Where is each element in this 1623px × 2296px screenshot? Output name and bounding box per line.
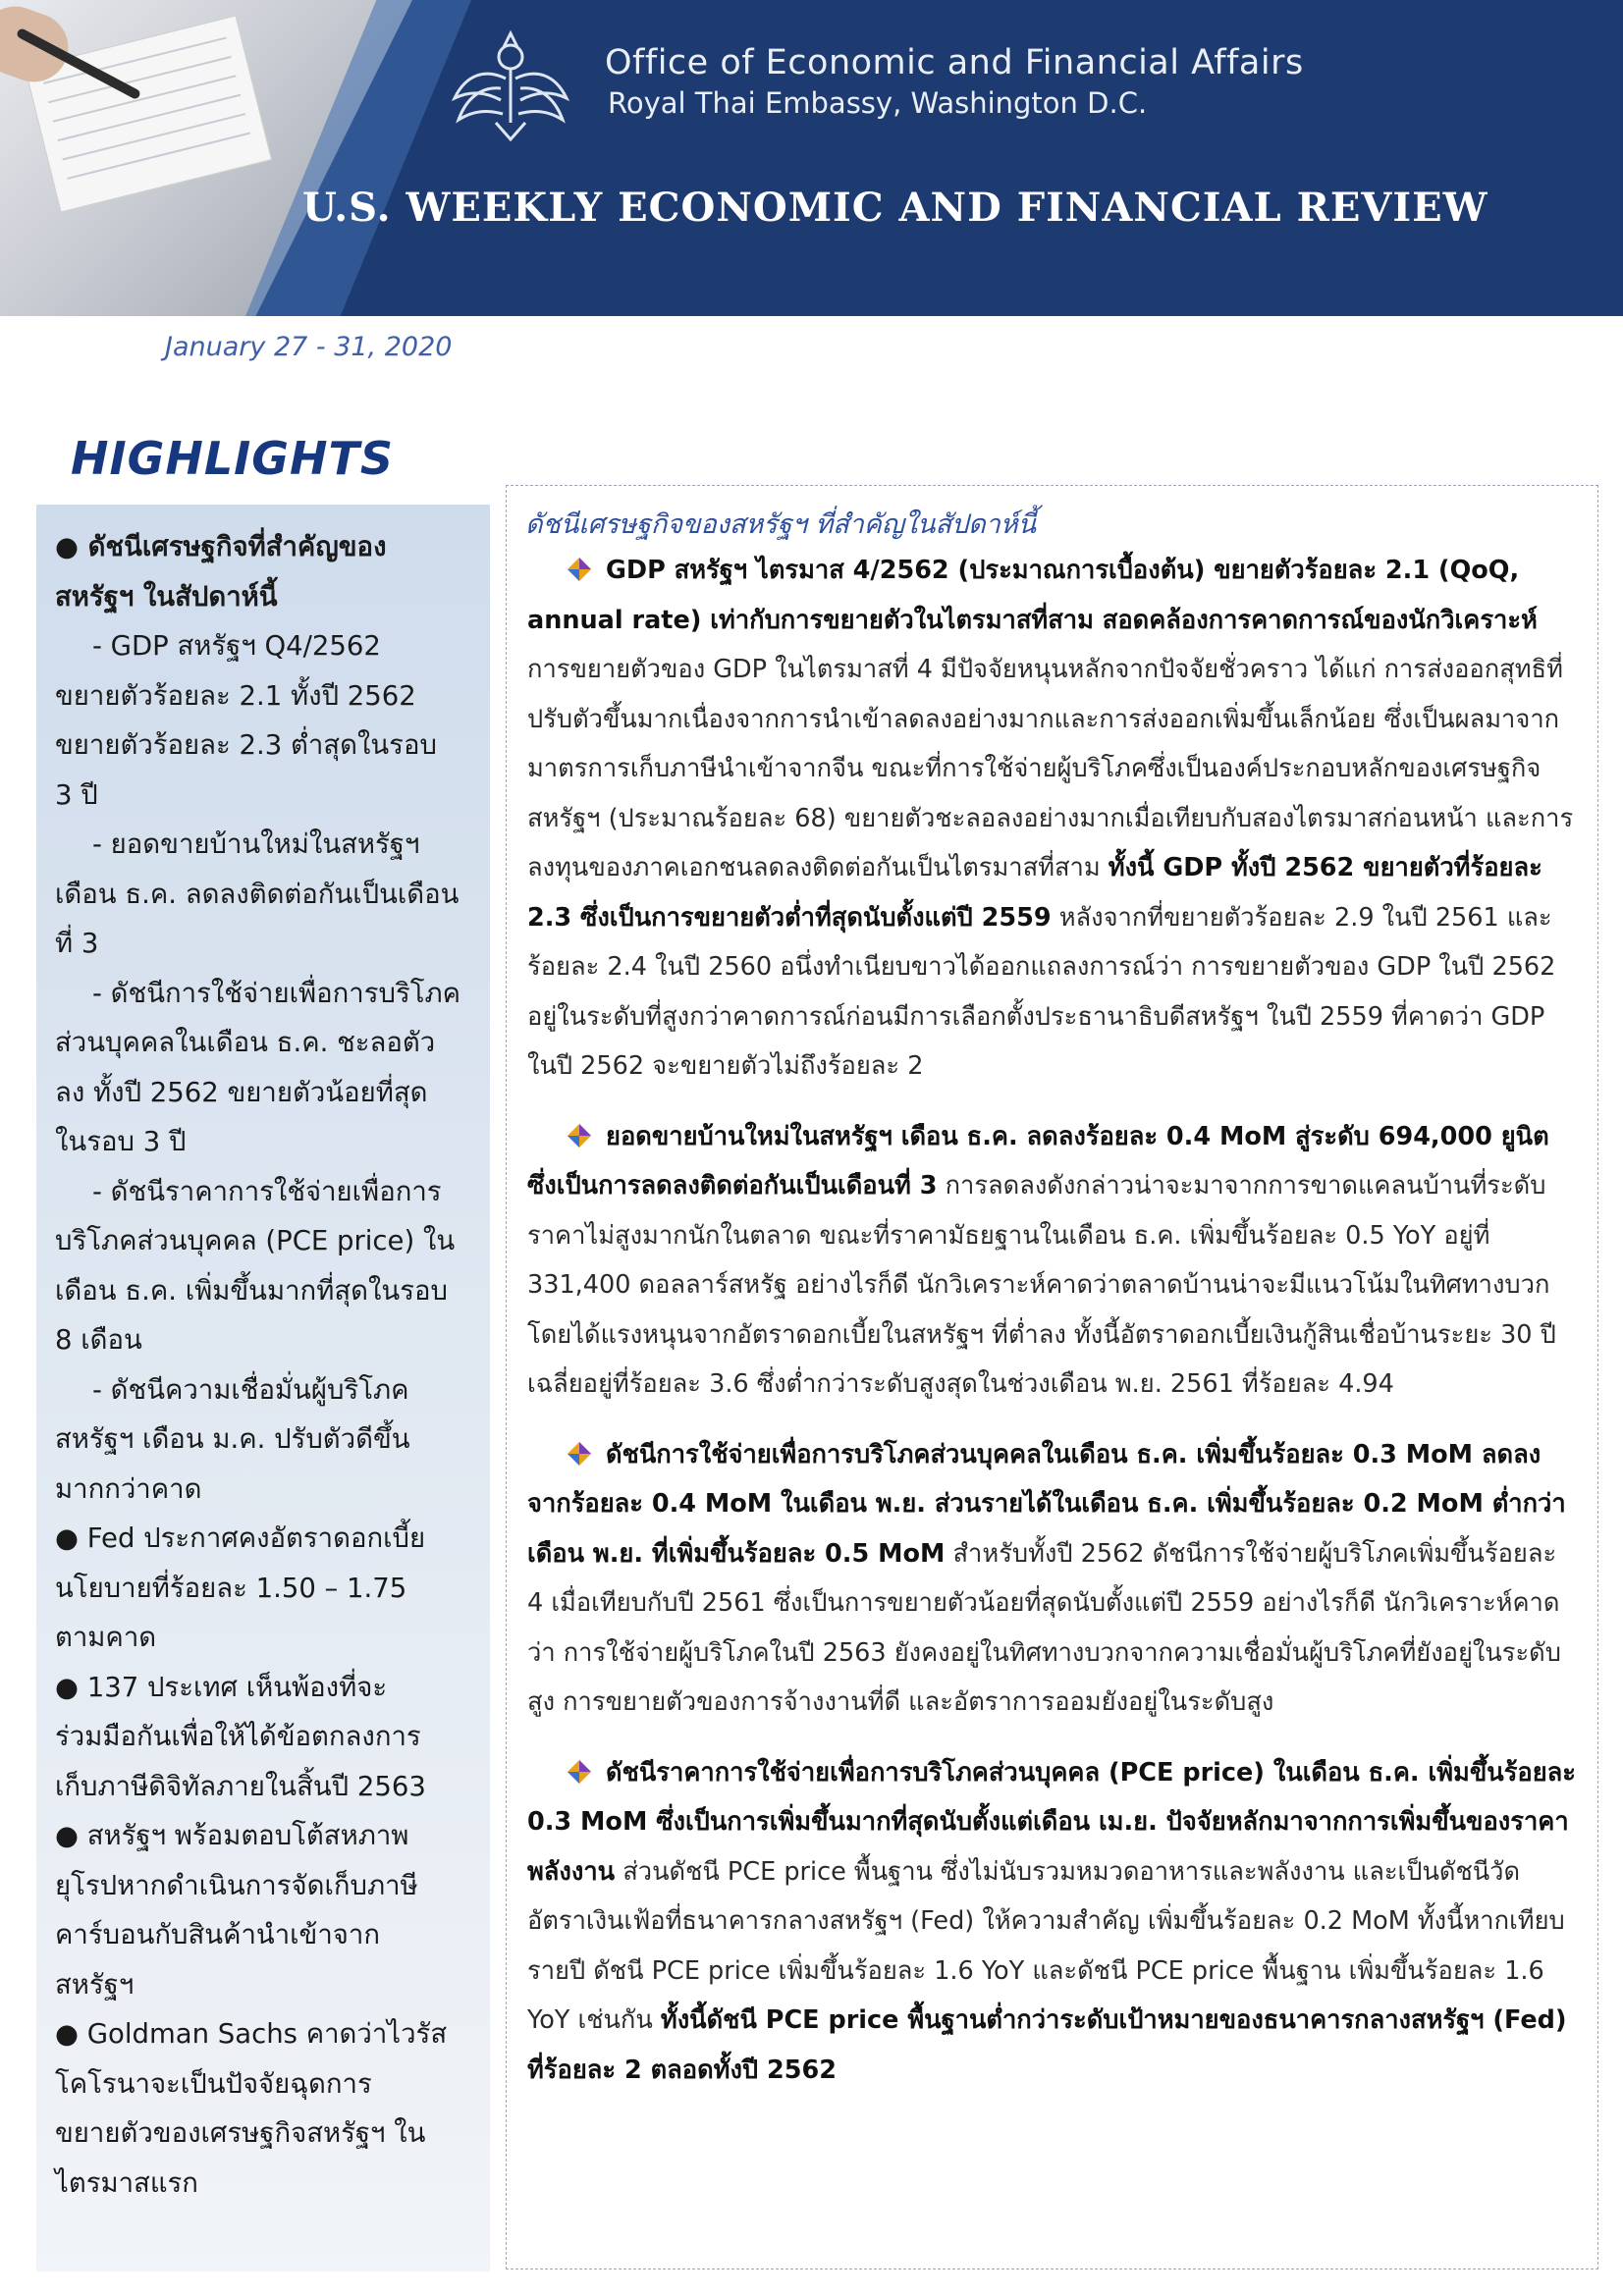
pce-lead: ดัชนีราคาการใช้จ่ายเพื่อการบริโภคส่วนบุคคล (PCE price) ในเดือน ธ.ค. เพิ่มขึ้นร้อยละ 0.3 MoM ซึ่งเป็นการเพิ่มขึ้นมากที่สุดนับตั้งแต่เดือน เม.ย. ปัจจัยหลักมาจากการเพิ่มขึ้นของราคาพลังงาน bbox=[527, 1757, 1576, 1887]
highlight-line: ขยายตัวร้อยละ 2.1 ทั้งปี 2562 bbox=[55, 679, 416, 712]
gdp-lead: GDP สหรัฐฯ ไตรมาส 4/2562 (ประมาณการเบื้องต้น) ขยายตัวร้อยละ 2.1 (QoQ, annual rate) เท่ากับการขยายตัวในไตรมาสที่สาม สอดคล้องการคาดการณ์ของนักวิเคราะห์ bbox=[527, 556, 1538, 635]
highlight-line: สหรัฐฯ เดือน ม.ค. ปรับตัวดีขึ้น bbox=[55, 1423, 410, 1455]
highlight-line: เดือน ธ.ค. เพิ่มขึ้นมากที่สุดในรอบ bbox=[55, 1274, 448, 1307]
highlight-line: เก็บภาษีดิจิทัลภายในสิ้นปี 2563 bbox=[55, 1770, 426, 1802]
highlight-line: นโยบายที่ร้อยละ 1.50 – 1.75 bbox=[55, 1572, 407, 1604]
gdp-detail: การขยายตัวของ GDP ในไตรมาสที่ 4 มีปัจจัยหนุนหลักจากปัจจัยชั่วคราว ได้แก่ การส่งออกสุทธิที่ปรับตัวขึ้นมากเนื่องจากการนำเข้าลดลงอย่างมากและการส่งออกเพิ่มขึ้นเล็กน้อย ซึ่งเป็นผลมาจากมาตรการเก็บภาษีนำเข้าจากจีน ขณะที่การใช้จ่ายผู้บริโภคซึ่งเป็นองค์ประกอบหลักของเศรษฐกิจสหรัฐฯ (ประมาณร้อยละ 68) ขยายตัวชะลอลงอย่างมากเมื่อเทียบกับสองไตรมาสก่อนหน้า และการลงทุนของภาคเอกชนลดลงติดต่อกันเป็นไตรมาสที่สาม bbox=[527, 655, 1574, 882]
pce-detail: ส่วนดัชนี PCE price พื้นฐาน ซึ่งไม่นับรวมหมวดอาหารและพลังงาน และเป็นดัชนีวัดอัตราเงินเฟ้อที่ธนาคารกลางสหรัฐฯ (Fed) ให้ความสำคัญ เพิ่มขึ้นร้อยละ 0.2 MoM ทั้งนี้หากเทียบรายปี ดัชนี PCE price เพิ่มขึ้นร้อยละ 1.6 YoY และดัชนี PCE price พื้นฐาน เพิ่มขึ้นร้อยละ 1.6 YoY เช่นกัน bbox=[527, 1856, 1565, 2035]
highlight-line: ● Fed ประกาศคงอัตราดอกเบี้ย bbox=[55, 1522, 426, 1554]
consumption-detail: สำหรับทั้งปี 2562 ดัชนีการใช้จ่ายผู้บริโภคเพิ่มขึ้นร้อยละ 4 เมื่อเทียบกับปี 2561 ซึ่งเป็นการขยายตัวน้อยที่สุดนับตั้งแต่ปี 2559 อย่างไรก็ดี นักวิเคราะห์คาดว่า การใช้จ่ายผู้บริโภคในปี 2563 ยังคงอยู่ในทิศทางบวกจากความเชื่อมั่นผู้บริโภคที่ยังอยู่ในระดับสูง การขยายตัวของการจ้างงานที่ดี และอัตราการออมยังอยู่ในระดับสูง bbox=[527, 1538, 1561, 1717]
date-range: January 27 - 31, 2020 bbox=[165, 332, 453, 362]
garuda-emblem-icon bbox=[447, 29, 574, 147]
home-sales-detail: การลดลงดังกล่าวน่าจะมาจากการขาดแคลนบ้านที่ระดับราคาไม่สูงมากนักในตลาด ขณะที่ราคามัธยฐานในเดือน ธ.ค. เพิ่มขึ้นร้อยละ 0.5 YoY อยู่ที่ 331,400 ดอลลาร์สหรัฐ อย่างไรก็ดี นักวิเคราะห์คาดว่าตลาดบ้านน่าจะมีแนวโน้มในทิศทางบวก โดยได้แรงหนุนจากอัตราดอกเบี้ยในสหรัฐฯ ที่ต่ำลง ทั้งนี้อัตราดอกเบี้ยเงินกู้สินเชื่อบ้านระยะ 30 ปี เฉลี่ยอยู่ที่ร้อยละ 3.6 ซึ่งต่ำกว่าระดับสูงสุดในช่วงเดือน พ.ย. 2561 ที่ร้อยละ 4.94 bbox=[527, 1171, 1556, 1399]
highlight-line: ● ดัชนีเศรษฐกิจที่สำคัญของ bbox=[55, 531, 387, 562]
highlight-line: สหรัฐฯ bbox=[55, 1968, 135, 2001]
highlight-line: - ดัชนีการใช้จ่ายเพื่อการบริโภค bbox=[92, 977, 461, 1009]
gdp-annual: ทั้งนี้ GDP ทั้งปี 2562 ขยายตัวที่ร้อยละ 2.3 ซึ่งเป็นการขยายตัวต่ำที่สุดนับตั้งแต่ปี 2559 bbox=[527, 853, 1542, 933]
consumption-paragraph bbox=[527, 1430, 1578, 1728]
highlights-list bbox=[55, 522, 477, 2208]
diamond-bullet-icon bbox=[567, 557, 592, 582]
gdp-paragraph bbox=[527, 546, 1578, 1092]
highlight-line: ในรอบ 3 ปี bbox=[55, 1126, 187, 1157]
highlight-line: 8 เดือน bbox=[55, 1324, 142, 1356]
highlights-heading: HIGHLIGHTS bbox=[71, 432, 395, 485]
pce-conclusion: ทั้งนี้ดัชนี PCE price พื้นฐานต่ำกว่าระดับเป้าหมายของธนาคารกลางสหรัฐฯ (Fed) ที่ร้อยละ 2 ตลอดทั้งปี 2562 bbox=[527, 2005, 1567, 2085]
highlight-line: ขยายตัวร้อยละ 2.3 ต่ำสุดในรอบ bbox=[55, 729, 437, 761]
highlight-line: ยุโรปหากดำเนินการจัดเก็บภาษี bbox=[55, 1869, 418, 1901]
office-title: Office of Economic and Financial Affairs bbox=[605, 43, 1304, 82]
gdp-detail-2: หลังจากที่ขยายตัวร้อยละ 2.9 ในปี 2561 และร้อยละ 2.4 ในปี 2560 อนึ่งทำเนียบขาวได้ออกแถลงการณ์ว่า การขยายตัวของ GDP ในปี 2562 อยู่ในระดับที่สูงกว่าคาดการณ์ก่อนมีการเลือกตั้งประธานาธิบดีสหรัฐฯ ในปี 2559 ที่คาดว่า GDP ในปี 2562 จะขยายตัวไม่ถึงร้อยละ 2 bbox=[527, 902, 1556, 1081]
highlight-line: ส่วนบุคคลในเดือน ธ.ค. ชะลอตัว bbox=[55, 1027, 436, 1058]
highlight-line: บริโภคส่วนบุคคล (PCE price) ใน bbox=[55, 1225, 456, 1256]
highlight-line: - ดัชนีราคาการใช้จ่ายเพื่อการ bbox=[92, 1175, 442, 1207]
diamond-bullet-icon bbox=[567, 1759, 592, 1785]
consumption-lead: ดัชนีการใช้จ่ายเพื่อการบริโภคส่วนบุคคลในเดือน ธ.ค. เพิ่มขึ้นร้อยละ 0.3 MoM ลดลงจากร้อยละ 0.4 MoM ในเดือน พ.ย. ส่วนรายได้ในเดือน ธ.ค. เพิ่มขึ้นร้อยละ 0.2 MoM ต่ำกว่าเดือน พ.ย. ที่เพิ่มขึ้นร้อยละ 0.5 MoM bbox=[527, 1439, 1566, 1569]
highlight-line: เดือน ธ.ค. ลดลงติดต่อกันเป็นเดือน bbox=[55, 878, 460, 910]
highlight-line: สหรัฐฯ ในสัปดาห์นี้ bbox=[55, 580, 278, 613]
highlight-line: ● 137 ประเทศ เห็นพ้องที่จะ bbox=[55, 1671, 388, 1703]
header-banner bbox=[0, 0, 1623, 316]
home-sales-paragraph bbox=[527, 1112, 1578, 1410]
highlight-line: ตามคาด bbox=[55, 1622, 157, 1653]
highlight-line: ที่ 3 bbox=[55, 928, 99, 959]
highlight-line: มากกว่าคาด bbox=[55, 1472, 202, 1505]
highlight-line: ไตรมาสแรก bbox=[55, 2166, 198, 2199]
highlight-line: ขยายตัวของเศรษฐกิจสหรัฐฯ ใน bbox=[55, 2117, 426, 2149]
highlight-line: ร่วมมือกันเพื่อให้ได้ข้อตกลงการ bbox=[55, 1721, 421, 1752]
highlight-line: - GDP สหรัฐฯ Q4/2562 bbox=[92, 630, 381, 662]
review-title: U.S. WEEKLY ECONOMIC AND FINANCIAL REVIEW bbox=[302, 185, 1488, 231]
diamond-bullet-icon bbox=[567, 1441, 592, 1467]
highlight-line: 3 ปี bbox=[55, 778, 98, 811]
highlight-line: คาร์บอนกับสินค้านำเข้าจาก bbox=[55, 1919, 380, 1950]
office-subtitle: Royal Thai Embassy, Washington D.C. bbox=[608, 86, 1148, 120]
indicators-title: ดัชนีเศรษฐกิจของสหรัฐฯ ที่สำคัญในสัปดาห์นี้ bbox=[525, 509, 1037, 540]
pce-paragraph bbox=[527, 1748, 1578, 2096]
highlight-line: ● สหรัฐฯ พร้อมตอบโต้สหภาพ bbox=[55, 1820, 409, 1851]
diamond-bullet-icon bbox=[567, 1123, 592, 1148]
highlight-line: - ดัชนีความเชื่อมั่นผู้บริโภค bbox=[92, 1373, 409, 1406]
indicators-body bbox=[527, 546, 1578, 2115]
highlight-line: ลง ทั้งปี 2562 ขยายตัวน้อยที่สุด bbox=[55, 1076, 428, 1108]
highlight-line: - ยอดขายบ้านใหม่ในสหรัฐฯ bbox=[92, 828, 420, 860]
highlight-line: โคโรนาจะเป็นปัจจัยฉุดการ bbox=[55, 2067, 372, 2100]
highlight-line: ● Goldman Sachs คาดว่าไวรัส bbox=[55, 2018, 448, 2050]
home-sales-lead: ยอดขายบ้านใหม่ในสหรัฐฯ เดือน ธ.ค. ลดลงร้อยละ 0.4 MoM สู่ระดับ 694,000 ยูนิต ซึ่งเป็นการลดลงติดต่อกันเป็นเดือนที่ 3 bbox=[527, 1121, 1549, 1201]
